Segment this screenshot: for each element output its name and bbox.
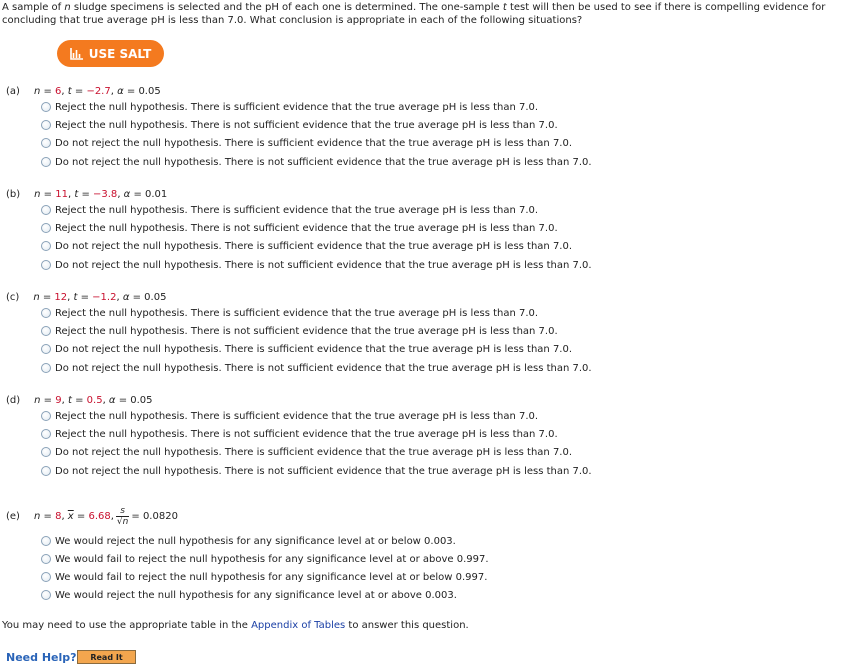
answer-option[interactable] [41, 324, 558, 338]
n-value: 11 [55, 189, 68, 200]
answer-option[interactable] [41, 306, 538, 320]
t-value: −3.8 [93, 189, 118, 200]
xbar-value: 6.68 [88, 511, 111, 522]
answer-option[interactable] [41, 445, 572, 459]
option-label: We would reject the null hypothesis for any significance level at or below 0.003. [55, 535, 456, 547]
answer-option[interactable] [41, 570, 487, 584]
appendix-note: You may need to use the appropriate table in the Appendix of Tables to answer this question. [2, 620, 469, 631]
radio-button[interactable] [41, 157, 51, 167]
n-value: 9 [55, 395, 62, 406]
question-letter: (c) [6, 292, 20, 303]
t-value: −2.7 [86, 86, 111, 97]
answer-option[interactable] [41, 239, 572, 253]
answer-option[interactable] [41, 100, 538, 114]
answer-option[interactable] [41, 155, 592, 169]
option-label: Reject the null hypothesis. There is sufficient evidence that the true average pH is less than 7.0. [55, 101, 539, 113]
use-salt-button[interactable] [57, 40, 164, 67]
option-label: Reject the null hypothesis. There is sufficient evidence that the true average pH is less than 7.0. [55, 204, 539, 216]
option-label: Do not reject the null hypothesis. There is sufficient evidence that the true average pH is less than 7.0. [55, 240, 573, 252]
use-salt-label: USE SALT [88, 46, 152, 61]
radio-button[interactable] [41, 326, 51, 336]
question-letter: (b) [6, 189, 21, 200]
t-value: 0.5 [86, 395, 103, 406]
option-label: Reject the null hypothesis. There is sufficient evidence that the true average pH is less than 7.0. [55, 307, 539, 319]
question-header: (d) n = 9, t = 0.5, α = 0.05 [6, 395, 153, 406]
salt-chart-icon [70, 47, 84, 60]
answer-option[interactable] [41, 342, 572, 356]
question-e-header [6, 506, 178, 527]
radio-button[interactable] [41, 572, 51, 582]
radio-button[interactable] [41, 223, 51, 233]
radio-button[interactable] [41, 308, 51, 318]
radio-button[interactable] [41, 241, 51, 251]
radio-button[interactable] [41, 120, 51, 130]
appendix-link[interactable]: Appendix of Tables [251, 620, 346, 631]
t-value: −1.2 [92, 292, 117, 303]
alpha-value: 0.01 [145, 189, 168, 200]
question-header: (a) n = 6, t = −2.7, α = 0.05 [6, 86, 161, 97]
n-value: 6 [55, 86, 62, 97]
need-help-label: Need Help? [6, 651, 77, 664]
radio-button[interactable] [41, 536, 51, 546]
stderr-value: = 0.0820 [131, 511, 178, 522]
radio-button[interactable] [41, 205, 51, 215]
answer-option[interactable] [41, 361, 592, 375]
option-label: Reject the null hypothesis. There is not sufficient evidence that the true average pH is less than 7.0. [55, 325, 558, 337]
answer-option[interactable] [41, 118, 558, 132]
answer-option[interactable] [41, 221, 558, 235]
radio-button[interactable] [41, 260, 51, 270]
option-label: Reject the null hypothesis. There is not sufficient evidence that the true average pH is less than 7.0. [55, 119, 558, 131]
answer-option[interactable] [41, 427, 558, 441]
radio-button[interactable] [41, 429, 51, 439]
option-label: We would fail to reject the null hypothesis for any significance level at or above 0.997. [55, 553, 489, 565]
answer-option[interactable] [41, 534, 456, 548]
answer-option[interactable] [41, 409, 538, 423]
radio-button[interactable] [41, 102, 51, 112]
n-value: 8 [55, 511, 62, 522]
answer-option[interactable] [41, 588, 457, 602]
answer-option[interactable] [41, 136, 572, 150]
option-label: Do not reject the null hypothesis. There is not sufficient evidence that the true average pH is less than 7.0. [55, 259, 592, 271]
radio-button[interactable] [41, 554, 51, 564]
radio-button[interactable] [41, 138, 51, 148]
read-it-button[interactable]: Read It [77, 650, 136, 664]
alpha-value: 0.05 [144, 292, 167, 303]
option-label: Reject the null hypothesis. There is not sufficient evidence that the true average pH is less than 7.0. [55, 428, 558, 440]
n-value: 12 [54, 292, 68, 303]
option-label: We would reject the null hypothesis for any significance level at or above 0.003. [55, 589, 457, 601]
answer-option[interactable] [41, 258, 592, 272]
radio-button[interactable] [41, 466, 51, 476]
answer-option[interactable] [41, 552, 489, 566]
question-header: (b) n = 11, t = −3.8, α = 0.01 [6, 189, 168, 200]
option-label: Do not reject the null hypothesis. There is not sufficient evidence that the true average pH is less than 7.0. [55, 465, 592, 477]
option-label: Do not reject the null hypothesis. There is sufficient evidence that the true average pH is less than 7.0. [55, 343, 573, 355]
radio-button[interactable] [41, 447, 51, 457]
s-over-sqrt-n: $\frac{s}{√n}$ [116, 506, 129, 527]
answer-option[interactable] [41, 203, 538, 217]
alpha-value: 0.05 [130, 395, 153, 406]
radio-button[interactable] [41, 344, 51, 354]
radio-button[interactable] [41, 411, 51, 421]
question-e-params: n = 8, $\overline{x} = 6.68$, [33, 511, 114, 522]
option-label: Reject the null hypothesis. There is sufficient evidence that the true average pH is less than 7.0. [55, 410, 539, 422]
alpha-value: 0.05 [138, 86, 161, 97]
question-header: (c) n = 12, t = −1.2, α = 0.05 [6, 292, 167, 303]
option-label: We would fail to reject the null hypothesis for any significance level at or below 0.997. [55, 571, 488, 583]
radio-button[interactable] [41, 590, 51, 600]
question-letter: (e) [6, 511, 20, 522]
answer-option[interactable] [41, 464, 592, 478]
problem-intro: A sample of n sludge specimens is selected and the pH of each one is determined. The one-sample t test will then be used to see if there is compelling evidence for concluding that true average pH is less than 7.0. What conclusion is appropriate in each of the following situations? [2, 2, 826, 26]
option-label: Do not reject the null hypothesis. There is not sufficient evidence that the true average pH is less than 7.0. [55, 362, 592, 374]
radio-button[interactable] [41, 363, 51, 373]
question-letter: (a) [6, 86, 20, 97]
option-label: Do not reject the null hypothesis. There is sufficient evidence that the true average pH is less than 7.0. [55, 137, 573, 149]
option-label: Do not reject the null hypothesis. There is not sufficient evidence that the true average pH is less than 7.0. [55, 156, 592, 168]
question-letter: (d) [6, 395, 21, 406]
option-label: Reject the null hypothesis. There is not sufficient evidence that the true average pH is less than 7.0. [55, 222, 558, 234]
option-label: Do not reject the null hypothesis. There is sufficient evidence that the true average pH is less than 7.0. [55, 446, 573, 458]
